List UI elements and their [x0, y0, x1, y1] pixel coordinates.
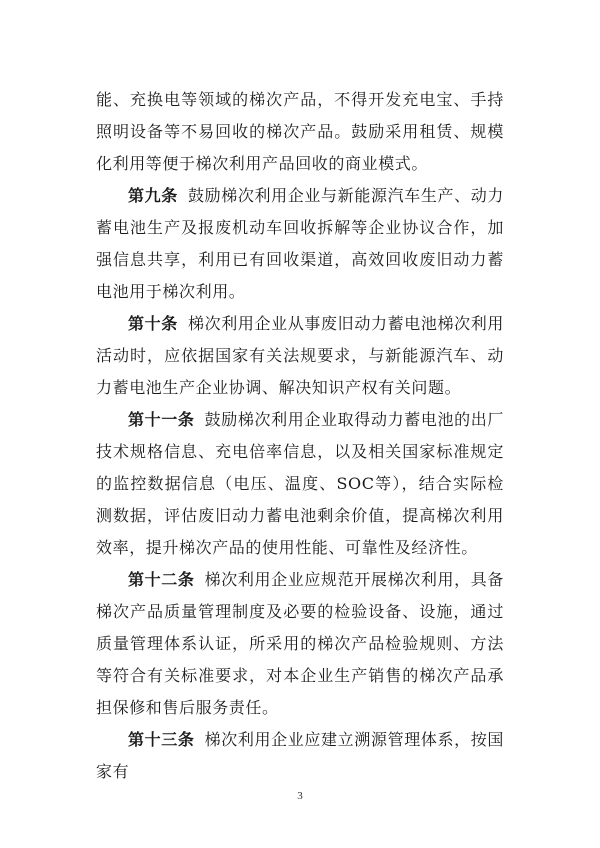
article-text: 鼓励梯次利用企业取得动力蓄电池的出厂技术规格信息、充电倍率信息，以及相关国家标准规定的监控数据信息（电压、温度、SOC等），结合实际检测数据，评估废旧动力蓄电池剩余价值，提高梯次利用效率，提升梯次产品的使用性能、可靠性及经济性。	[96, 410, 504, 557]
article-9	[96, 180, 504, 308]
page-number: 3	[297, 790, 303, 802]
article-text: 梯次利用企业应规范开展梯次利用，具备梯次产品质量管理制度及必要的检验设备、设施，通过质量管理体系认证，所采用的梯次产品检验规则、方法等符合有关标准要求，对本企业生产销售的梯次产品承担保修和售后服务责任。	[96, 570, 504, 717]
article-text: 梯次利用企业应建立溯源管理体系，按国家有	[96, 730, 504, 781]
article-10	[96, 308, 504, 404]
article-13	[96, 724, 504, 788]
article-number: 第十二条	[128, 570, 195, 589]
article-number: 第十条	[128, 314, 178, 333]
article-text: 梯次利用企业从事废旧动力蓄电池梯次利用活动时，应依据国家有关法规要求，与新能源汽车、动力蓄电池生产企业协调、解决知识产权有关问题。	[96, 314, 504, 397]
article-text: 鼓励梯次利用企业与新能源汽车生产、动力蓄电池生产及报废机动车回收拆解等企业协议合作，加强信息共享，利用已有回收渠道，高效回收废旧动力蓄电池用于梯次利用。	[96, 186, 504, 301]
article-number: 第十三条	[128, 730, 195, 749]
article-11	[96, 404, 504, 564]
article-number: 第十一条	[128, 410, 195, 429]
paragraph-continuation: 能、充换电等领域的梯次产品，不得开发充电宝、手持照明设备等不易回收的梯次产品。鼓励采用租赁、规模化利用等便于梯次利用产品回收的商业模式。	[96, 90, 504, 173]
article-number: 第九条	[128, 186, 178, 205]
article-12	[96, 564, 504, 724]
